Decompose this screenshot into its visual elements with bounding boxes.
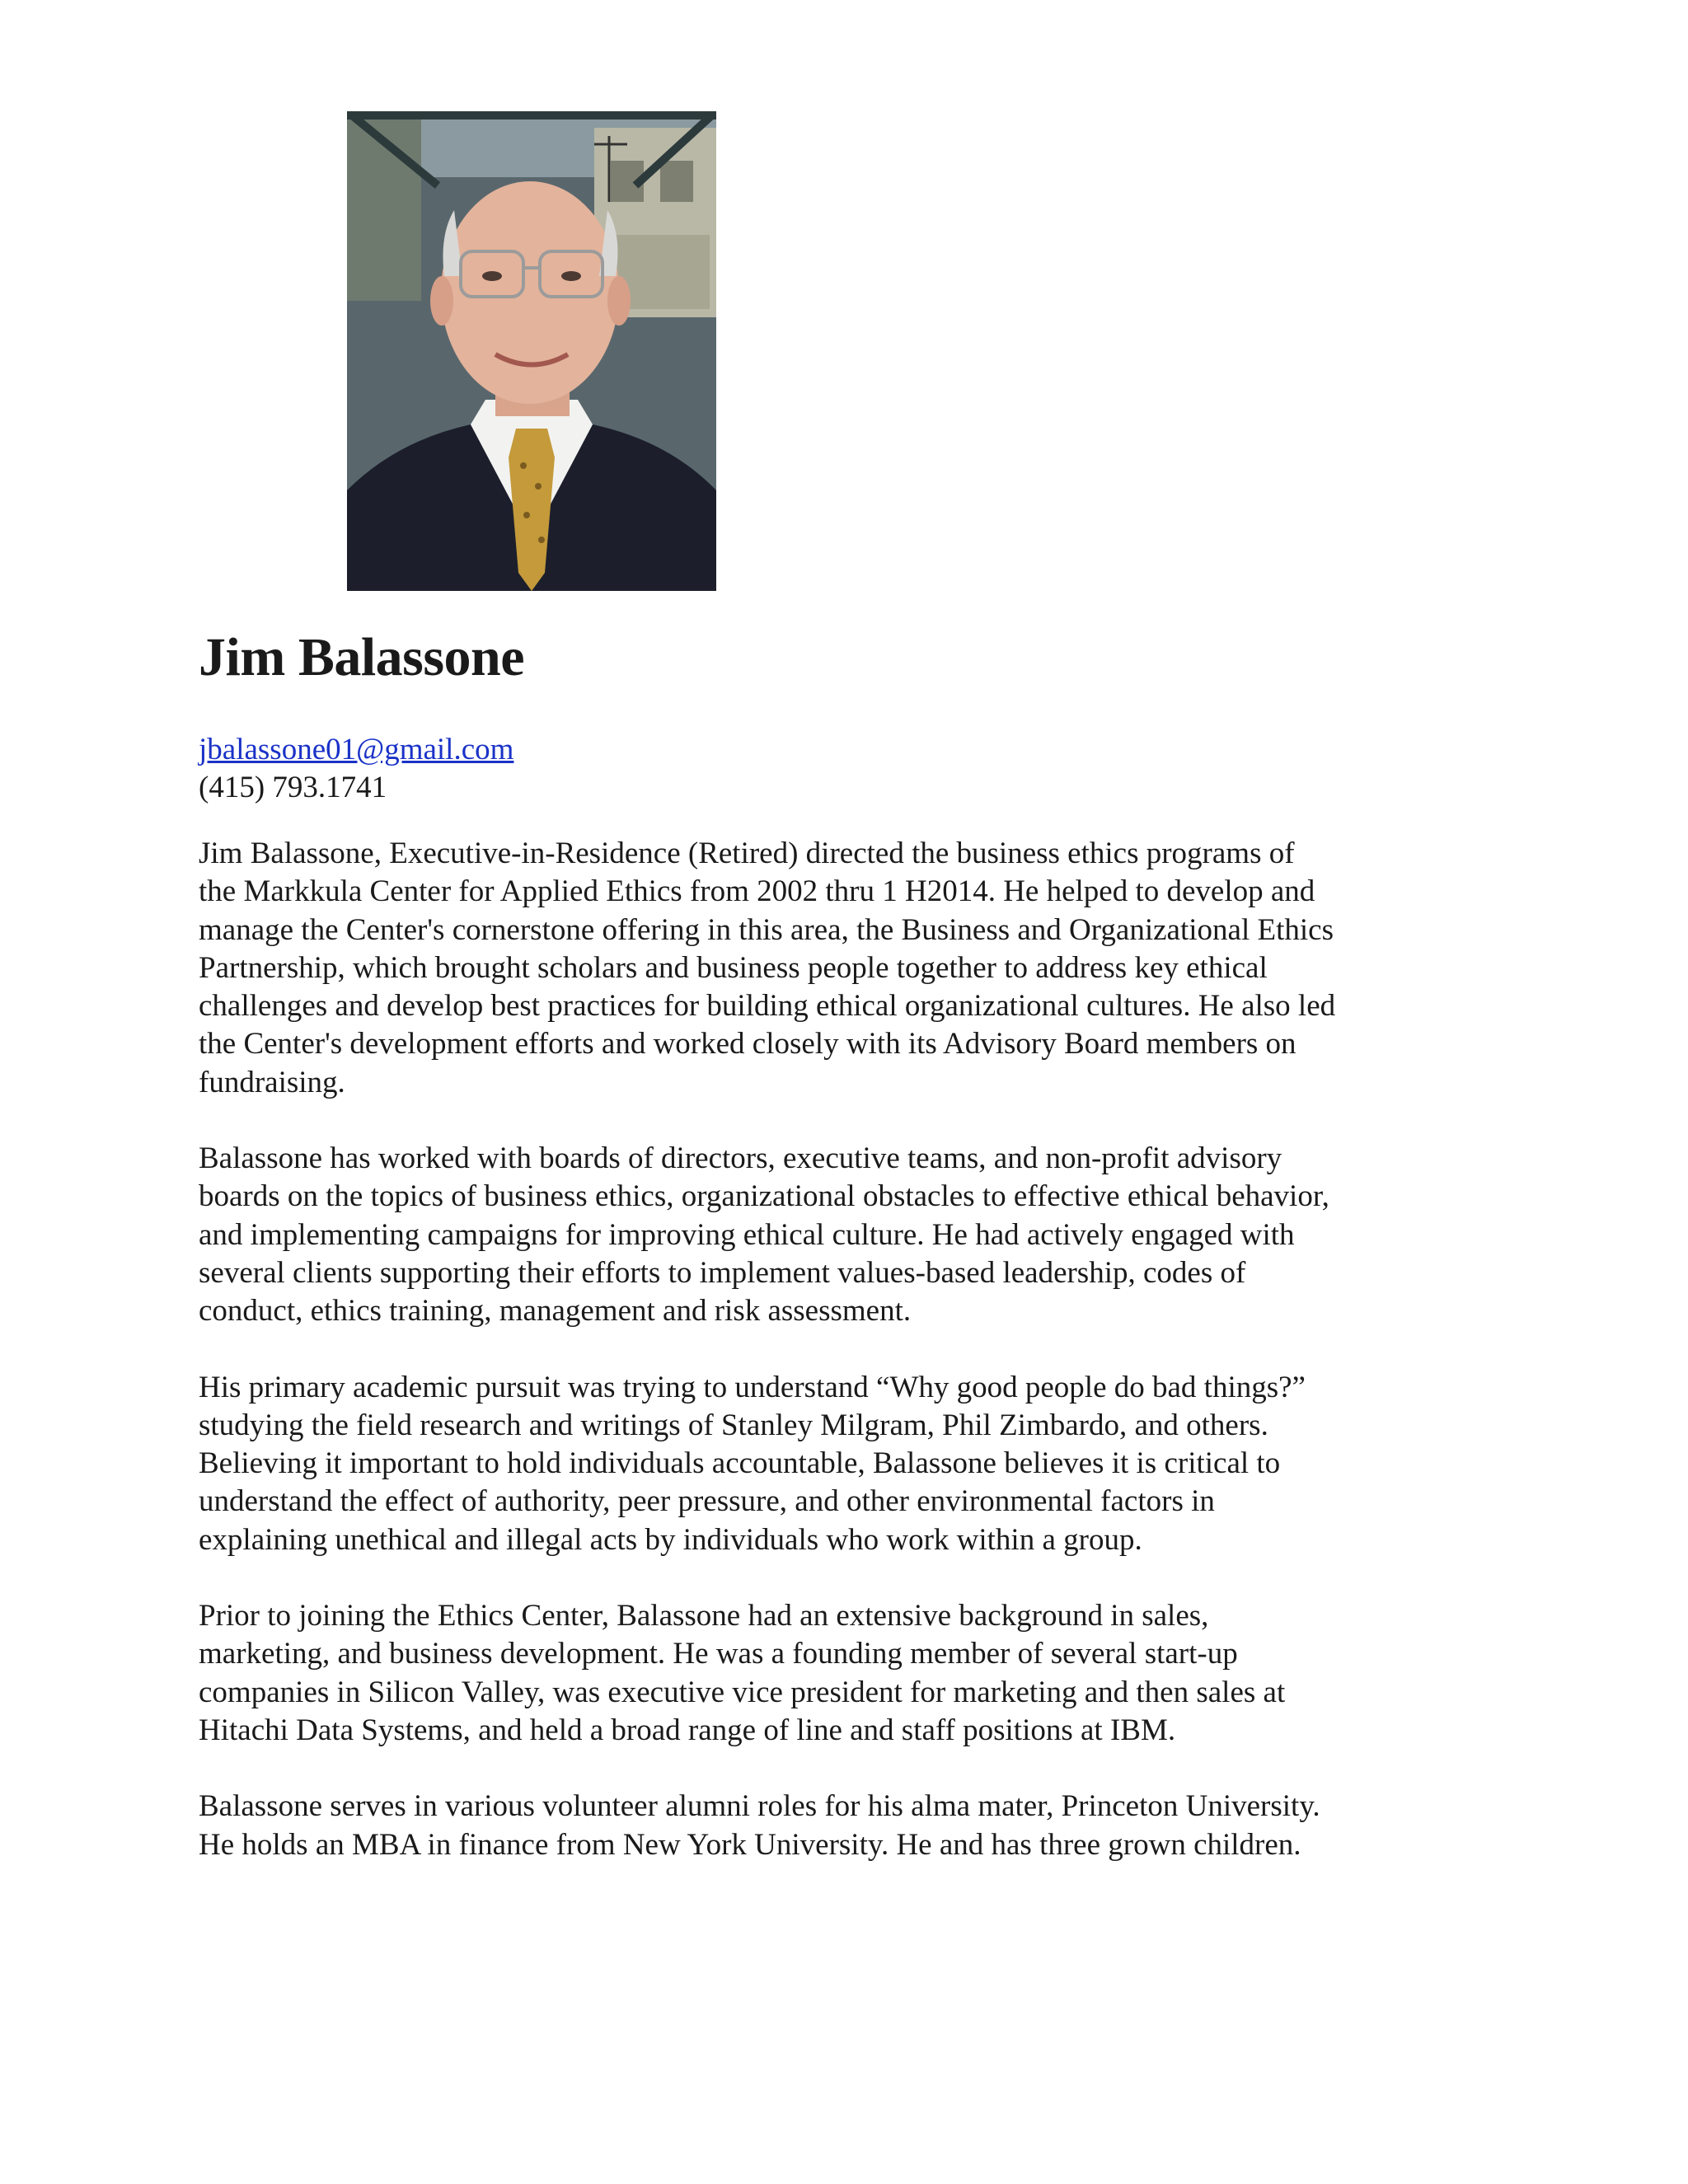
bio-line: Believing it important to hold individuals accountable, Balassone believes it is critical to — [199, 1446, 1281, 1481]
bio-line: marketing, and business development. He was a founding member of several start-up — [199, 1637, 1238, 1671]
bio-line: conduct, ethics training, management and risk assessment. — [199, 1294, 912, 1329]
bio-line: studying the field research and writings of Stanley Milgram, Phil Zimbardo, and others. — [199, 1408, 1268, 1442]
portrait-image — [347, 111, 716, 591]
biography — [199, 835, 1460, 1902]
bio-line: Jim Balassone, Executive-in-Residence (Retired) directed the business ethics programs of — [199, 837, 1295, 870]
bio-paragraph-3 — [199, 1369, 1460, 1559]
bio-line: fundraising. — [199, 1065, 345, 1099]
person-name: Jim Balassone — [199, 627, 525, 687]
bio-line: challenges and develop best practices for building ethical organizational cultures. He also led — [199, 989, 1336, 1024]
bio-paragraph-5 — [199, 1788, 1460, 1864]
bio-line: Prior to joining the Ethics Center, Balassone had an extensive background in sales, — [199, 1599, 1209, 1633]
bio-line: the Center's development efforts and worked closely with its Advisory Board members on — [199, 1027, 1296, 1062]
bio-paragraph-1 — [199, 835, 1460, 1102]
bio-line: Partnership, which brought scholars and business people together to address key ethical — [199, 950, 1268, 985]
bio-line: understand the effect of authority, peer pressure, and other environmental factors in — [199, 1484, 1215, 1519]
email-link[interactable]: jbalassone01@gmail.com — [199, 733, 514, 766]
bio-line: Balassone serves in various volunteer alumni roles for his alma mater, Princeton University. — [199, 1789, 1320, 1824]
bio-line: and implementing campaigns for improving ethical culture. He had actively engaged with — [199, 1217, 1295, 1252]
bio-line: His primary academic pursuit was trying to understand “Why good people do bad things?” — [199, 1370, 1306, 1404]
bio-paragraph-4 — [199, 1597, 1460, 1750]
bio-line: Hitachi Data Systems, and held a broad range of line and staff positions at IBM. — [199, 1713, 1176, 1747]
bio-line: Balassone has worked with boards of directors, executive teams, and non-profit advisory — [199, 1141, 1282, 1176]
bio-line: He holds an MBA in finance from New York University. He and has three grown children. — [199, 1827, 1301, 1862]
bio-line: explaining unethical and illegal acts by individuals who work within a group. — [199, 1522, 1142, 1557]
bio-line: several clients supporting their efforts to implement values-based leadership, codes of — [199, 1255, 1246, 1290]
bio-line: the Markkula Center for Applied Ethics from 2002 thru 1 H2014. He helped to develop and — [199, 874, 1315, 909]
bio-line: boards on the topics of business ethics, organizational obstacles to effective ethical behavior, — [199, 1179, 1329, 1214]
phone-number: (415) 793.1741 — [199, 771, 387, 804]
contact-info — [199, 731, 513, 807]
bio-line: manage the Center's cornerstone offering in this area, the Business and Organizational Ethics — [199, 912, 1334, 947]
bio-paragraph-2 — [199, 1140, 1460, 1330]
profile-photo — [347, 111, 716, 591]
bio-line: companies in Silicon Valley, was executive vice president for marketing and then sales at — [199, 1675, 1286, 1709]
